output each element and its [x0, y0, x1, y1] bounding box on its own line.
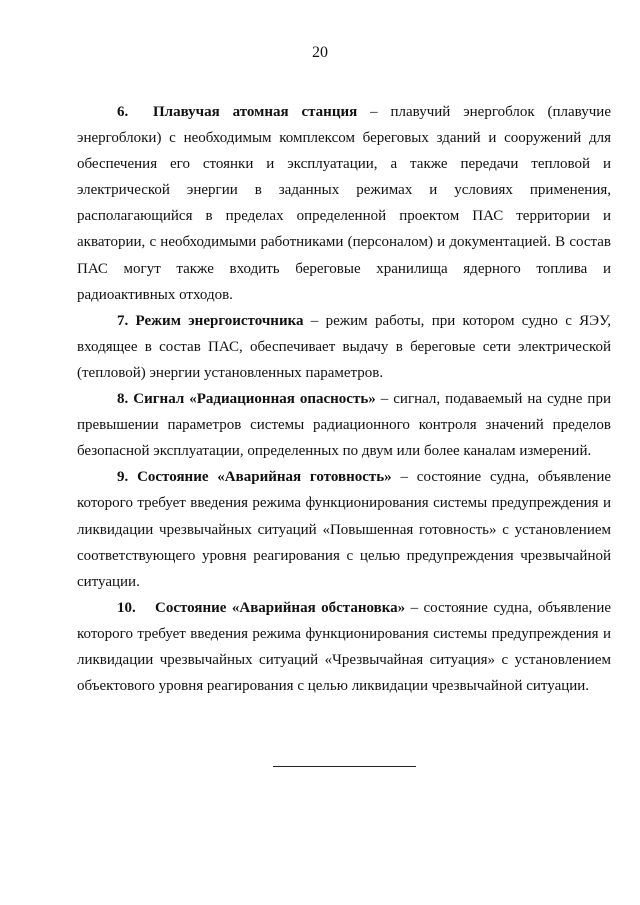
item-number: 7.	[117, 312, 129, 329]
definition-paragraph-10	[77, 595, 611, 699]
definition-paragraph-6	[77, 99, 611, 308]
term-title: Плавучая атомная станция	[153, 104, 358, 120]
definition-text: – плавучий энергоблок (плавучие энергоблоки) с необходимым комплексом береговых зданий и сооружений для обеспечения его стоянки и эксплуатации, а также передачи тепловой и электрической энергии в заданных режимах и условиях применения, располагающийся в пределах определенной проектом ПАС территории и акватории, с необходимыми работниками (персоналом) и документацией. В состав ПАС могут также входить береговые хранилища ядерного топлива и радиоактивных отходов.	[77, 104, 611, 303]
definition-paragraph-8	[77, 386, 611, 464]
item-number: 10.	[117, 599, 136, 616]
item-number: 6.	[117, 104, 129, 120]
definition-paragraph-9	[77, 464, 611, 594]
page-number: 20	[312, 44, 328, 61]
definition-text: – режим работы, при котором судно с ЯЭУ, входящее в состав ПАС, обеспечивает выдачу в береговые сети электрической (тепловой) энергии установленных параметров.	[77, 312, 611, 381]
item-number: 9.	[117, 469, 129, 486]
term-title: Состояние «Аварийная обстановка»	[155, 599, 406, 616]
footer-divider-line	[273, 766, 416, 767]
document-body	[77, 99, 611, 699]
term-title: Состояние «Аварийная готовность»	[137, 469, 392, 486]
term-title: Режим энергоисточника	[135, 312, 304, 329]
definition-paragraph-7	[77, 308, 611, 386]
term-title: Сигнал «Радиационная опасность»	[133, 391, 376, 408]
item-number: 8.	[117, 391, 129, 408]
definition-text: – состояние судна, объявление которого требует введения режима функционирования системы предупреждения и ликвидации чрезвычайных ситуаций «Повышенная готовность» с установлением соответствующего уровня реагирования с целью предупреждения чрезвычайной ситуации.	[77, 469, 612, 590]
definition-text: – состояние судна, объявление которого требует введения режима функционирования системы предупреждения и ликвидации чрезвычайных ситуаций «Чрезвычайная ситуация» с установлением объектового уровня реагирования с целью ликвидации чрезвычайной ситуации.	[77, 599, 612, 695]
definition-text: – сигнал, подаваемый на судне при превышении параметров системы радиационного контроля значений пределов безопасной эксплуатации, определенных по двум или более каналам измерений.	[77, 391, 611, 460]
